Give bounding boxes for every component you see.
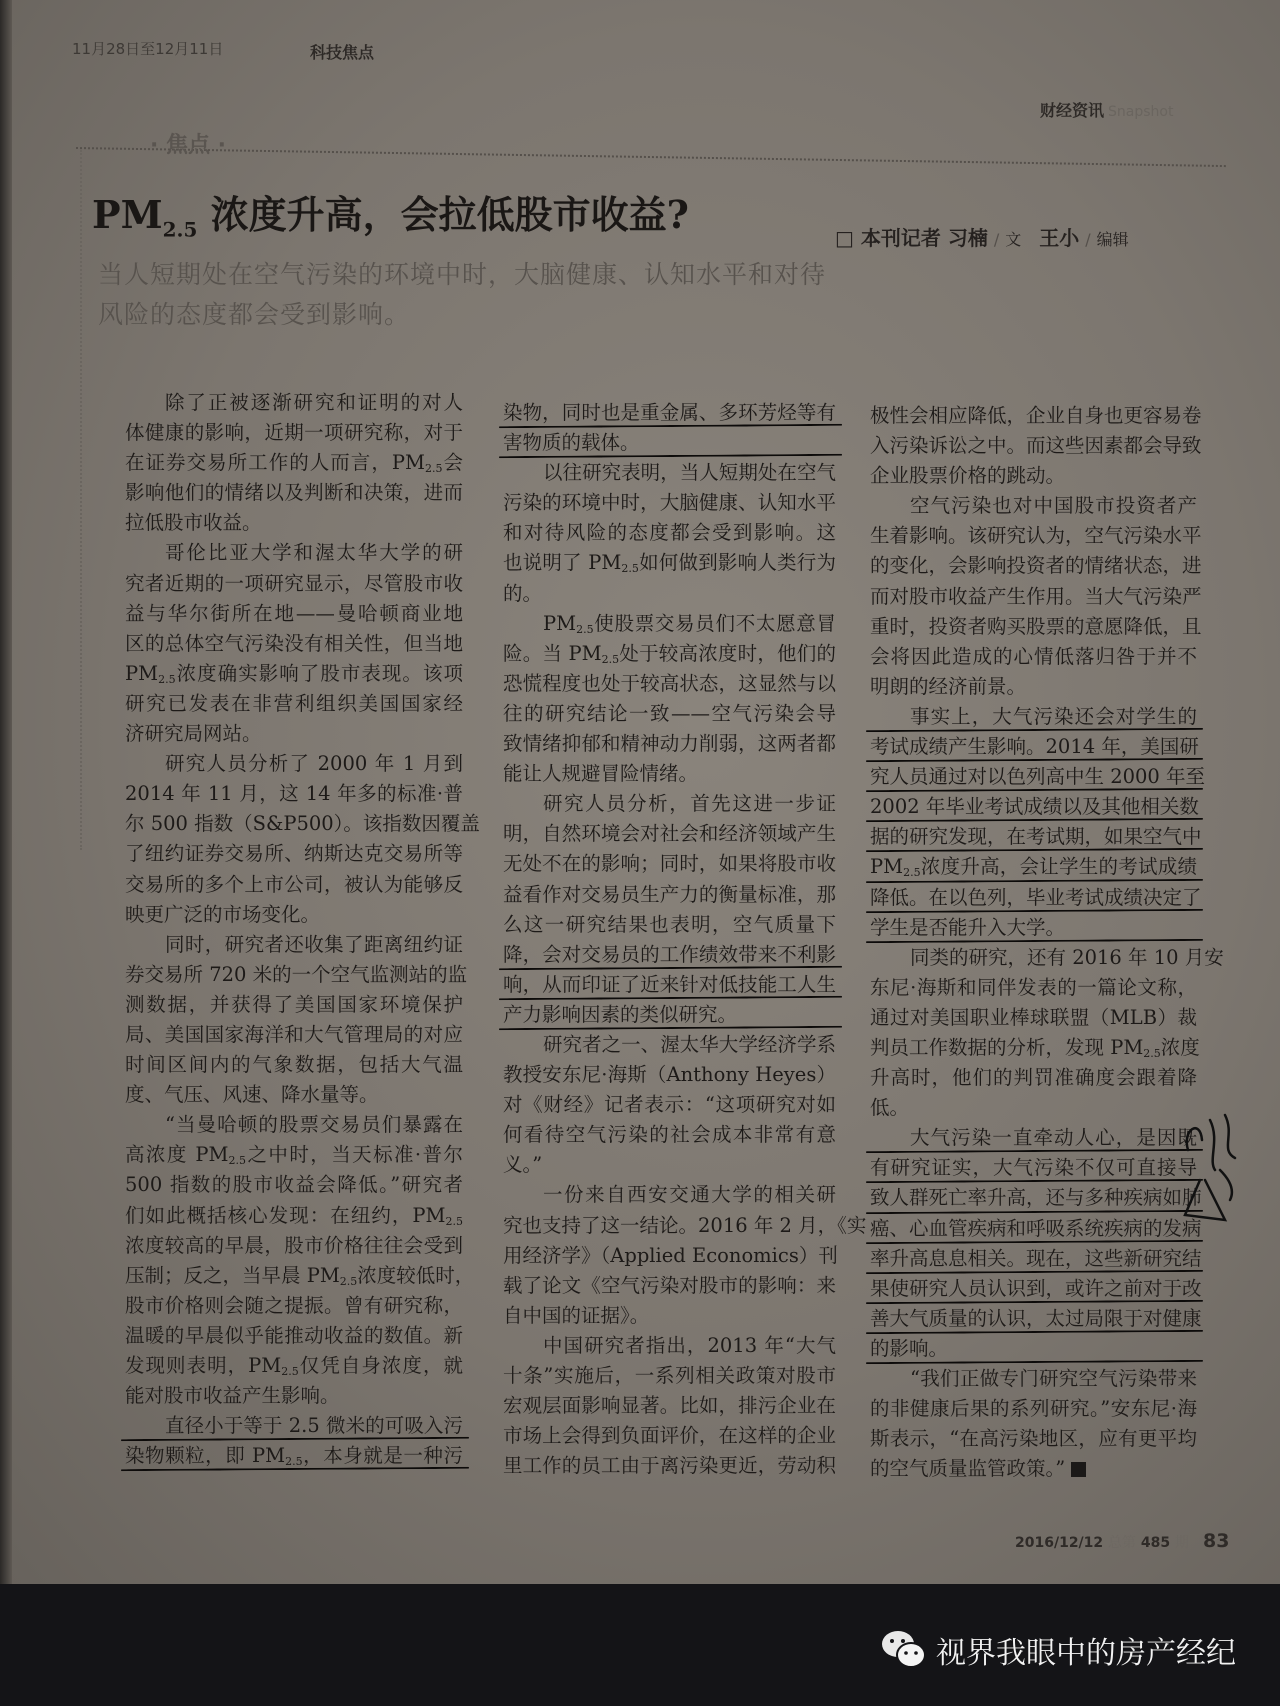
text-line: 往的研究结论一致——空气污染会导 bbox=[503, 701, 836, 725]
article-column-3 bbox=[870, 401, 1224, 1484]
text-line: 了纽约证券交易所、纳斯达克交易所等 bbox=[125, 842, 463, 866]
text-line: $PM_{2.5}$浓度确实影响了股市表现。该项 bbox=[125, 661, 463, 686]
text-line: 中国研究者指出，2013 年“大气 bbox=[543, 1333, 836, 1357]
text-line: 2014 年 11 月，这 14 年多的标准·普 bbox=[125, 782, 463, 806]
text-line: 益与华尔街所在地——曼哈顿商业地 bbox=[125, 601, 463, 625]
text-line: 有研究证实，大气污染不仅可直接导 bbox=[870, 1153, 1197, 1183]
text-line: 而对股市收益产生作用。当大气污染严 bbox=[870, 584, 1202, 608]
text-line: 500 指数的股市收益会降低。”研究者 bbox=[125, 1173, 463, 1197]
text-line: 载了论文《空气污染对股市的影响：来 bbox=[503, 1273, 836, 1297]
byline-editor: 王小 bbox=[1039, 226, 1080, 250]
text-line: 十条”实施后，一系列相关政策对股市 bbox=[503, 1364, 836, 1387]
title-prefix: PM bbox=[92, 192, 163, 237]
text-line: 里工作的员工由于离污染更近，劳动积 bbox=[503, 1454, 836, 1478]
text-line: 用经济学》（Applied Economics）刊 bbox=[503, 1243, 838, 1267]
text-line: 哥伦比亚大学和渥太华大学的研 bbox=[165, 541, 463, 565]
article-end-mark-icon bbox=[1071, 1462, 1086, 1477]
text-line: 通过对美国职业棒球联盟（MLB）裁 bbox=[870, 1005, 1197, 1029]
text-line: 企业股票价格的跳动。 bbox=[870, 464, 1066, 488]
text-line: 同时，研究者还收集了距离纽约证 bbox=[165, 932, 463, 956]
text-line: 害物质的载体。 bbox=[503, 428, 836, 458]
footer-issue-suffix: 期 bbox=[1175, 1535, 1190, 1551]
footer-issue-prefix: 总第 bbox=[1108, 1535, 1137, 1551]
text-line: 时间区间内的气象数据，包括大气温 bbox=[125, 1053, 463, 1077]
text-line: 义。” bbox=[503, 1153, 543, 1177]
text-line: 的。 bbox=[503, 581, 543, 605]
right-section-label: 财经资讯 bbox=[1040, 101, 1105, 120]
text-line: 的非健康后果的系列研究。”安东尼·海 bbox=[870, 1397, 1197, 1421]
footer-date: 2016/12/12 bbox=[1015, 1535, 1104, 1551]
title-subscript: 2.5 bbox=[162, 217, 198, 242]
text-line: 浓度较高的早晨，股市价格往往会受到 bbox=[125, 1233, 463, 1257]
text-line: 研究已发表在非营利组织美国国家经 bbox=[125, 691, 463, 715]
text-line: 映更广泛的市场变化。 bbox=[125, 902, 321, 926]
text-line: “我们正做专门研究空气污染带来 bbox=[910, 1367, 1197, 1390]
text-line: 直径小于等于 2.5 微米的可吸入污 bbox=[125, 1411, 463, 1441]
text-line: 市场上会得到负面评价，在这样的企业 bbox=[503, 1424, 836, 1448]
byline-role-writer: 文 bbox=[1005, 230, 1022, 249]
dotted-frame-left bbox=[80, 150, 82, 850]
text-line: 学生是否能升入大学。 bbox=[870, 913, 1197, 943]
text-line: 污染的环境中时，大脑健康、认知水平 bbox=[503, 491, 836, 515]
text-line: 的影响。 bbox=[870, 1334, 1197, 1364]
focus-label: · 焦点 · bbox=[150, 133, 227, 158]
byline-role-editor: 编辑 bbox=[1096, 230, 1129, 249]
text-line: 癌、心血管疾病和呼吸系统疾病的发病 bbox=[870, 1214, 1197, 1244]
text-line: 率升高息息相关。现在，这些新研究结 bbox=[870, 1244, 1197, 1274]
text-line: 温暖的早晨似乎能推动收益的数值。新 bbox=[125, 1323, 463, 1347]
text-line: $PM_{2.5}$浓度升高，会让学生的考试成绩 bbox=[870, 852, 1197, 882]
text-line: 据的研究发现，在考试期，如果空气中 bbox=[870, 822, 1197, 852]
text-line: 能对股市收益产生影响。 bbox=[125, 1384, 340, 1408]
text-line: 事实上，大气污染还会对学生的 bbox=[870, 702, 1197, 732]
byline-reporter: □ 本刊记者 习楠 bbox=[835, 226, 988, 250]
article-column-1 bbox=[125, 388, 480, 1471]
text-line: 入污染诉讼之中。而这些因素都会导致 bbox=[870, 434, 1202, 458]
text-line: 测数据，并获得了美国国家环境保护 bbox=[125, 992, 463, 1016]
text-line: 研究人员分析，首先这进一步证 bbox=[543, 792, 836, 816]
text-line: 会将因此造成的心情低落归咎于并不 bbox=[870, 644, 1197, 668]
subtitle-line: 当人短期处在空气污染的环境中时，大脑健康、认知水平和对待 bbox=[98, 260, 827, 289]
text-line: 升高时，他们的判罚准确度会跟着降 bbox=[870, 1066, 1197, 1090]
text-line: 降，会对交易员的工作绩效带来不利影 bbox=[503, 940, 836, 970]
text-line: 致人群死亡率升高，还与多种疾病如肺 bbox=[870, 1183, 1197, 1213]
text-line: 究者近期的一项研究显示，尽管股市收 bbox=[125, 571, 463, 595]
text-line: $PM_{2.5}$使股票交易员们不太愿意冒 bbox=[543, 611, 836, 636]
text-line: 大气污染一直牵动人心，是因既 bbox=[870, 1123, 1197, 1153]
text-line: 体健康的影响，近期一项研究称，对于 bbox=[125, 421, 463, 445]
text-line: 斯表示，“在高污染地区，应有更平均 bbox=[870, 1427, 1197, 1451]
text-line: 降低。在以色列，毕业考试成绩决定了 bbox=[870, 883, 1197, 913]
watermark-text: 视界我眼中的房产经纪 bbox=[936, 1636, 1236, 1671]
text-line: 考试成绩产生影响。2014 年，美国研 bbox=[870, 732, 1197, 762]
text-line: 恐慌程度也处于较高状态，这显然与以 bbox=[503, 671, 836, 695]
text-line: 益看作对交易员生产力的衡量标准，那 bbox=[503, 882, 836, 906]
text-line: 局、美国国家海洋和大气管理局的对应 bbox=[125, 1022, 463, 1046]
article-title bbox=[92, 184, 689, 242]
text-line: 济研究局网站。 bbox=[125, 722, 262, 746]
text-line: 拉低股市收益。 bbox=[125, 511, 262, 535]
text-line: 影响他们的情绪以及判断和决策，进而 bbox=[125, 481, 463, 505]
text-line: 明朗的经济前景。 bbox=[870, 674, 1027, 698]
text-line: 的变化，会影响投资者的情绪状态，进 bbox=[870, 554, 1202, 578]
text-line: 能让人规避冒险情绪。 bbox=[503, 762, 699, 786]
text-line: 无处不在的影响；同时，如果将股市收 bbox=[503, 852, 836, 876]
header-date-range: 11月28日至12月11日 bbox=[72, 40, 224, 58]
text-line: 高浓度 $PM_{2.5}$之中时，当天标准·普尔 bbox=[125, 1143, 463, 1168]
text-line: 么这一研究结果也表明，空气质量下 bbox=[503, 912, 836, 936]
subtitle-line: 风险的态度都会受到影响。 bbox=[98, 300, 411, 329]
text-line: 自中国的证据》。 bbox=[503, 1303, 650, 1327]
page-number: 83 bbox=[1203, 1530, 1230, 1552]
text-line: 在证券交易所工作的人而言，$PM_{2.5}$会 bbox=[125, 451, 463, 476]
text-line: 响，从而印证了近来针对低技能工人生 bbox=[503, 970, 836, 1000]
text-line: 以往研究表明，当人短期处在空气 bbox=[543, 461, 836, 485]
text-line: 东尼·海斯和同伴发表的一篇论文称， bbox=[870, 975, 1197, 999]
text-line: 尔 500 指数（S&P500）。该指数因覆盖 bbox=[125, 812, 480, 836]
handwritten-mark-icon bbox=[1180, 1110, 1250, 1230]
text-line: 券交易所 720 米的一个空气监测站的监 bbox=[125, 962, 468, 986]
header-right-section bbox=[1040, 98, 1173, 121]
text-line: 明，自然环境会对社会和经济领域产生 bbox=[503, 822, 836, 846]
page-spine-shadow bbox=[0, 0, 12, 1584]
text-line: 一份来自西安交通大学的相关研 bbox=[543, 1183, 836, 1207]
text-line: 空气污染也对中国股市投资者产 bbox=[910, 494, 1197, 518]
text-line: 低。 bbox=[870, 1096, 910, 1120]
text-line: 和对待风险的态度都会受到影响。这 bbox=[503, 521, 836, 545]
text-line: 区的总体空气污染没有相关性，但当地 bbox=[125, 631, 463, 655]
byline: □ 本刊记者 习楠 / 文 王小 / 编辑 bbox=[835, 226, 1129, 250]
text-line: “当曼哈顿的股票交易员们暴露在 bbox=[165, 1113, 463, 1137]
footer-issue: 485 bbox=[1140, 1535, 1171, 1551]
text-line: 研究者之一、渥太华大学经济学系 bbox=[543, 1032, 836, 1056]
page-footer bbox=[1015, 1530, 1229, 1552]
text-line: 发现则表明，$PM_{2.5}$仅凭自身浓度，就 bbox=[125, 1354, 463, 1378]
text-line: 度、气压、风速、降水量等。 bbox=[125, 1083, 379, 1107]
text-line: 同类的研究，还有 2016 年 10 月安 bbox=[910, 945, 1224, 969]
text-line: 重时，投资者购买股票的意愿降低，且 bbox=[870, 614, 1202, 638]
text-line: 宏观层面影响显著。比如，排污企业在 bbox=[503, 1394, 836, 1418]
text-line: 究人员通过对以色列高中生 2000 年至 bbox=[870, 762, 1197, 792]
title-rest: 浓度升高，会拉低股市收益? bbox=[197, 192, 689, 237]
text-line: 险。当 $PM_{2.5}$处于较高浓度时，他们的 bbox=[503, 641, 836, 666]
text-line: 判员工作数据的分析，发现 $PM_{2.5}$浓度 bbox=[870, 1035, 1200, 1060]
text-line: 交易所的多个上市公司，被认为能够反 bbox=[125, 872, 463, 896]
text-line: 2002 年毕业考试成绩以及其他相关数 bbox=[870, 792, 1197, 822]
right-section-en: Snapshot bbox=[1108, 104, 1174, 120]
watermark bbox=[880, 1628, 1236, 1672]
text-line: 生着影响。该研究认为，空气污染水平 bbox=[870, 524, 1202, 548]
text-line: 股市价格则会随之提振。曾有研究称， bbox=[125, 1293, 463, 1317]
text-line: 染物，同时也是重金属、多环芳烃等有 bbox=[503, 398, 836, 428]
text-line: 染物颗粒，即 $PM_{2.5}$，本身就是一种污 bbox=[125, 1441, 463, 1471]
text-line: 压制；反之，当早晨 $PM_{2.5}$浓度较低时， bbox=[125, 1263, 475, 1288]
article-column-2 bbox=[503, 398, 867, 1481]
text-line: 教授安东尼·海斯（Anthony Heyes） bbox=[503, 1063, 836, 1087]
text-line: 的空气质量监管政策。” bbox=[870, 1454, 1197, 1484]
text-line: 们如此概括核心发现：在纽约，$PM_{2.5}$ bbox=[125, 1203, 463, 1228]
text-line: 研究人员分析了 2000 年 1 月到 bbox=[165, 752, 463, 776]
text-line: 除了正被逐渐研究和证明的对人 bbox=[165, 391, 463, 414]
text-line: 果使研究人员认识到，或许之前对于改 bbox=[870, 1274, 1197, 1304]
text-line: 致情绪抑郁和精神动力削弱，这两者都 bbox=[503, 732, 836, 756]
wechat-icon bbox=[880, 1629, 928, 1671]
text-line: 善大气质量的认识，太过局限于对健康 bbox=[870, 1304, 1197, 1334]
text-line: 对《财经》记者表示：“这项研究对如 bbox=[503, 1093, 836, 1117]
header-section: 科技焦点 bbox=[310, 43, 375, 62]
text-line: 何看待空气污染的社会成本非常有意 bbox=[503, 1123, 836, 1147]
text-line: 产力影响因素的类似研究。 bbox=[503, 1000, 836, 1030]
dotted-divider bbox=[76, 147, 1226, 167]
text-line: 究也支持了这一结论。2016 年 2 月，《实 bbox=[503, 1213, 867, 1237]
text-line: 极性会相应降低，企业自身也更容易卷 bbox=[870, 404, 1202, 427]
text-line: 也说明了 $PM_{2.5}$如何做到影响人类行为 bbox=[503, 551, 836, 576]
